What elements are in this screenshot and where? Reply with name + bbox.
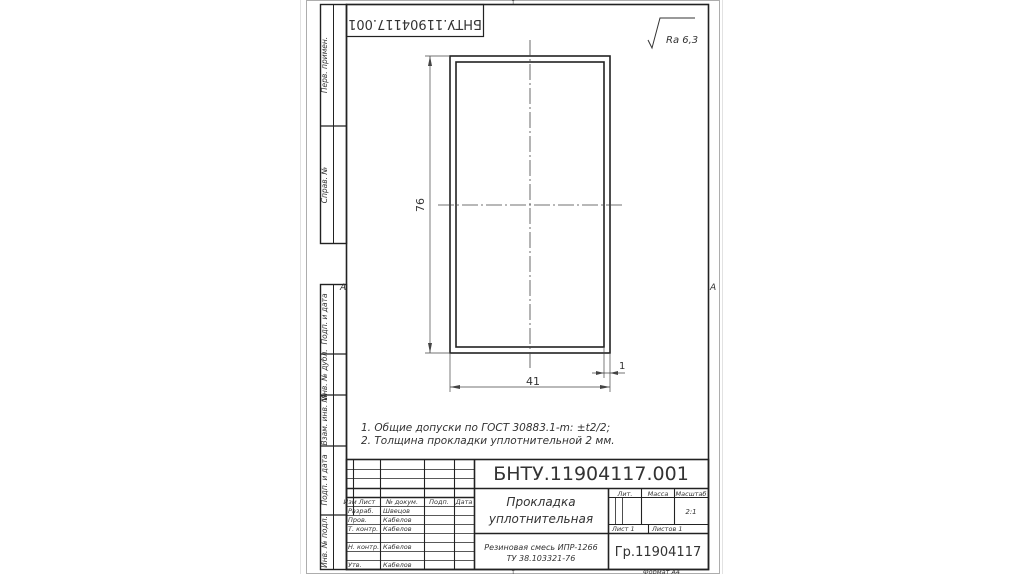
binding-label-reference: Справ. № xyxy=(320,166,329,204)
format-label: Формат А4 xyxy=(643,568,681,574)
note-1: 1. Общие допуски по ГОСТ 30883.1-m: ±t2/2; xyxy=(361,422,611,434)
col-header-date: Дата xyxy=(455,498,473,506)
roughness-label: Ra 6,3 xyxy=(666,35,699,46)
sheet-label: Лист 1 xyxy=(612,525,635,533)
name-norm-control: Кабелов xyxy=(383,543,412,551)
part-name-line-2: уплотнительная xyxy=(488,512,594,526)
thickness-dimension-value: 1 xyxy=(619,361,626,372)
height-dimension xyxy=(414,56,449,353)
col-header-sign: Подп. xyxy=(429,498,449,506)
height-dimension-value: 76 xyxy=(414,198,427,212)
col-header-sheet: Лист xyxy=(358,498,376,506)
roughness-symbol xyxy=(648,18,698,48)
name-approved: Кабелов xyxy=(383,561,412,569)
gasket-view xyxy=(438,40,622,368)
rotated-code-block xyxy=(347,5,484,37)
title-block xyxy=(343,460,708,570)
center-mark-top: ↑ xyxy=(510,0,516,6)
group-code: Гр.11904117 xyxy=(614,545,702,560)
binding-label-orig-inv: Инв. № подл. xyxy=(320,516,329,568)
title-designation: БНТУ.11904117.001 xyxy=(493,463,689,485)
role-tech-control: Т. контр. xyxy=(348,525,379,533)
role-approved: Утв. xyxy=(348,561,362,569)
width-dimension-value: 41 xyxy=(526,375,540,388)
binding-label-replace-inv: Взам. инв. № xyxy=(320,394,329,446)
edge-mark-right: A xyxy=(710,283,717,293)
binding-label-sign-date-1: Подп. и дата xyxy=(320,293,329,345)
role-developer: Разраб. xyxy=(348,507,374,515)
name-developer: Швецов xyxy=(383,507,411,515)
scale-value: 2:1 xyxy=(685,508,697,516)
binding-label-first-use: Перв. примен. xyxy=(320,36,329,94)
material-line-1: Резиновая смесь ИПР-1266 xyxy=(484,543,598,552)
binding-label-sign-date-2: Подп. и дата xyxy=(320,454,329,506)
sheets-label: Листов 1 xyxy=(652,525,683,533)
binding-label-dup-inv: Инв. № дубл. xyxy=(320,349,329,401)
part-name-line-1: Прокладка xyxy=(506,495,576,509)
name-tech-control: Кабелов xyxy=(383,525,412,533)
material-line-2: ТУ 38.103321-76 xyxy=(506,554,576,563)
col-header-doc-no: № докум. xyxy=(385,498,419,506)
role-norm-control: Н. контр. xyxy=(348,543,380,551)
center-mark-bottom: ↑ xyxy=(510,569,516,574)
edge-mark-left: A xyxy=(340,283,347,293)
sheet-trim-border xyxy=(307,1,720,574)
lit-label: Лит. xyxy=(617,490,633,498)
scale-label: Масштаб xyxy=(675,490,707,498)
name-checker: Кабелов xyxy=(383,516,412,524)
rotated-code-text: БНТУ.11904117.001 xyxy=(348,16,482,31)
role-checker: Пров. xyxy=(348,516,367,524)
note-2: 2. Толщина прокладки уплотнительной 2 мм. xyxy=(361,435,615,447)
mass-label: Масса xyxy=(647,490,669,498)
col-header-change: Изм xyxy=(343,498,357,506)
